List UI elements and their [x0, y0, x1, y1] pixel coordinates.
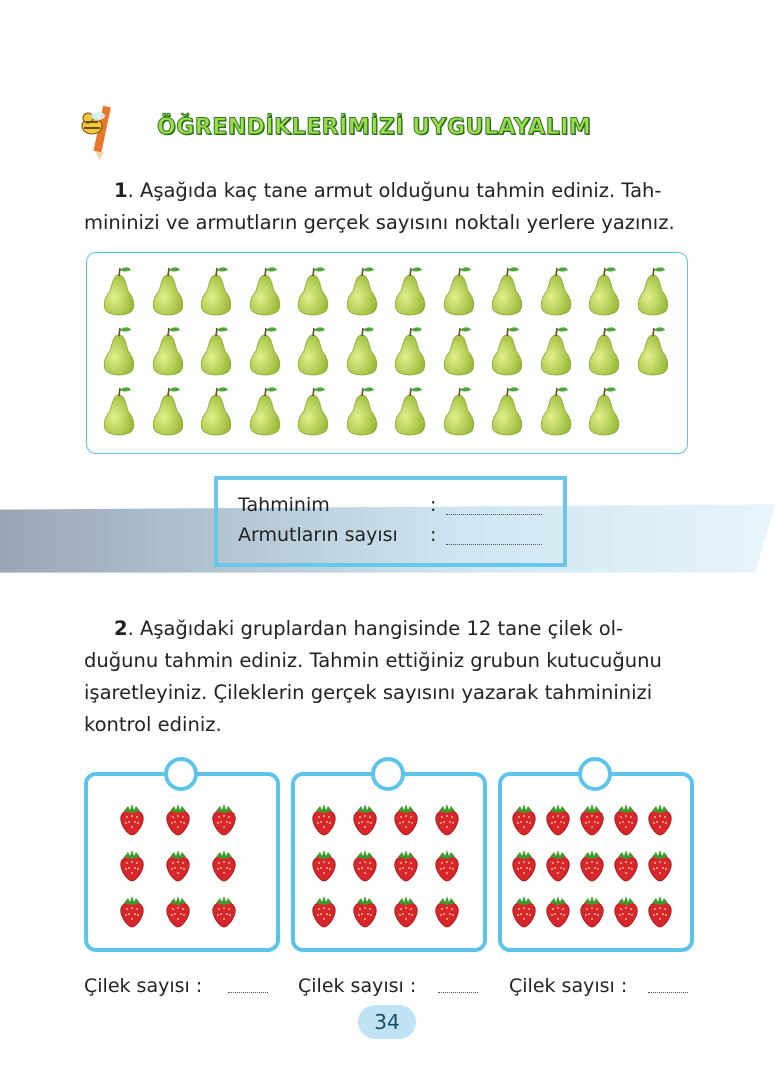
strawberry: [392, 894, 420, 928]
q2-line2: duğunu tahmin ediniz. Tahmin ettiğiniz grubun kutucuğunu: [84, 649, 662, 672]
strawberry: [351, 894, 379, 928]
pear: [245, 325, 285, 379]
strawberry: [612, 848, 640, 882]
strawberry: [392, 802, 420, 836]
strawberry-group-1: [84, 772, 280, 952]
pear: [633, 325, 673, 379]
strawberry: [210, 802, 238, 836]
strawberry: [310, 848, 338, 882]
pear: [536, 385, 576, 439]
checkbox-circle-2[interactable]: [371, 757, 405, 791]
q1-text: [84, 175, 690, 239]
pear: [584, 385, 624, 439]
pear: [148, 325, 188, 379]
strawberry: [544, 848, 572, 882]
pear: [245, 385, 285, 439]
strawberry-count-label-1: Çilek sayısı :: [84, 975, 203, 997]
strawberry: [210, 894, 238, 928]
strawberry: [646, 894, 674, 928]
strawberry: [510, 848, 538, 882]
strawberry: [612, 802, 640, 836]
strawberry: [118, 894, 146, 928]
pear: [99, 325, 139, 379]
strawberry: [578, 802, 606, 836]
q1-number: 1: [114, 179, 128, 202]
count-colon: :: [430, 524, 437, 546]
count-answer-line[interactable]: [446, 544, 542, 545]
strawberry: [578, 848, 606, 882]
strawberry: [351, 802, 379, 836]
strawberry: [210, 848, 238, 882]
pear: [633, 265, 673, 319]
pear: [293, 385, 333, 439]
pear: [439, 265, 479, 319]
bee-pencil-icon: [78, 100, 122, 160]
strawberry: [310, 894, 338, 928]
strawberry: [612, 894, 640, 928]
count-label: Armutların sayısı: [238, 524, 398, 546]
strawberry: [433, 894, 461, 928]
pear: [293, 265, 333, 319]
pear: [342, 325, 382, 379]
pear: [487, 325, 527, 379]
pear-box: [86, 252, 688, 454]
pear: [390, 325, 430, 379]
strawberry: [433, 802, 461, 836]
pear: [99, 385, 139, 439]
pear: [342, 385, 382, 439]
pear: [439, 325, 479, 379]
pear: [245, 265, 285, 319]
banner-title: ÖĞRENDİKLERİMİZİ UYGULAYALIM: [157, 115, 592, 140]
strawberry: [118, 848, 146, 882]
pear: [342, 265, 382, 319]
strawberry: [164, 894, 192, 928]
pear: [439, 385, 479, 439]
pear: [293, 325, 333, 379]
pear: [536, 325, 576, 379]
pear: [148, 385, 188, 439]
strawberry: [351, 848, 379, 882]
estimate-answer-line[interactable]: [446, 514, 542, 515]
pear: [390, 385, 430, 439]
strawberry: [544, 802, 572, 836]
strawberry: [164, 802, 192, 836]
strawberry: [646, 802, 674, 836]
strawberry-group-2: [291, 772, 487, 952]
pear: [196, 265, 236, 319]
pear: [148, 265, 188, 319]
strawberry-count-label-2: Çilek sayısı :: [298, 975, 417, 997]
strawberry-count-line-2[interactable]: [438, 992, 478, 993]
pear: [196, 325, 236, 379]
strawberry-count-line-1[interactable]: [228, 992, 268, 993]
q1-line1: . Aşağıda kaç tane armut olduğunu tahmin ediniz. Tah-: [127, 179, 662, 202]
strawberry: [310, 802, 338, 836]
q2-line1: . Aşağıdaki gruplardan hangisinde 12 tane çilek ol-: [127, 617, 624, 640]
checkbox-circle-1[interactable]: [164, 757, 198, 791]
strawberry: [433, 848, 461, 882]
q2-line3: işaretleyiniz. Çileklerin gerçek sayısını yazarak tahmininizi: [84, 681, 653, 704]
strawberry: [646, 848, 674, 882]
pear: [487, 265, 527, 319]
page-number: 34: [358, 1005, 416, 1039]
pear: [584, 265, 624, 319]
estimate-label: Tahminim: [238, 494, 330, 516]
pear: [99, 265, 139, 319]
strawberry: [544, 894, 572, 928]
q2-number: 2: [114, 617, 128, 640]
strawberry: [510, 894, 538, 928]
estimate-colon: :: [430, 494, 437, 516]
q2-text: [84, 613, 690, 741]
pear: [487, 385, 527, 439]
q1-line2: mininizi ve armutların gerçek sayısını noktalı yerlere yazınız.: [84, 211, 675, 234]
strawberry: [164, 848, 192, 882]
pear: [196, 385, 236, 439]
strawberry: [392, 848, 420, 882]
pear: [584, 325, 624, 379]
strawberry-count-line-3[interactable]: [648, 992, 688, 993]
checkbox-circle-3[interactable]: [578, 757, 612, 791]
strawberry: [578, 894, 606, 928]
pear: [390, 265, 430, 319]
strawberry-group-3: [498, 772, 694, 952]
q2-line4: kontrol ediniz.: [84, 713, 222, 736]
answer-box: [214, 476, 567, 567]
strawberry-count-label-3: Çilek sayısı :: [509, 975, 628, 997]
pear: [536, 265, 576, 319]
strawberry: [510, 802, 538, 836]
strawberry: [118, 802, 146, 836]
